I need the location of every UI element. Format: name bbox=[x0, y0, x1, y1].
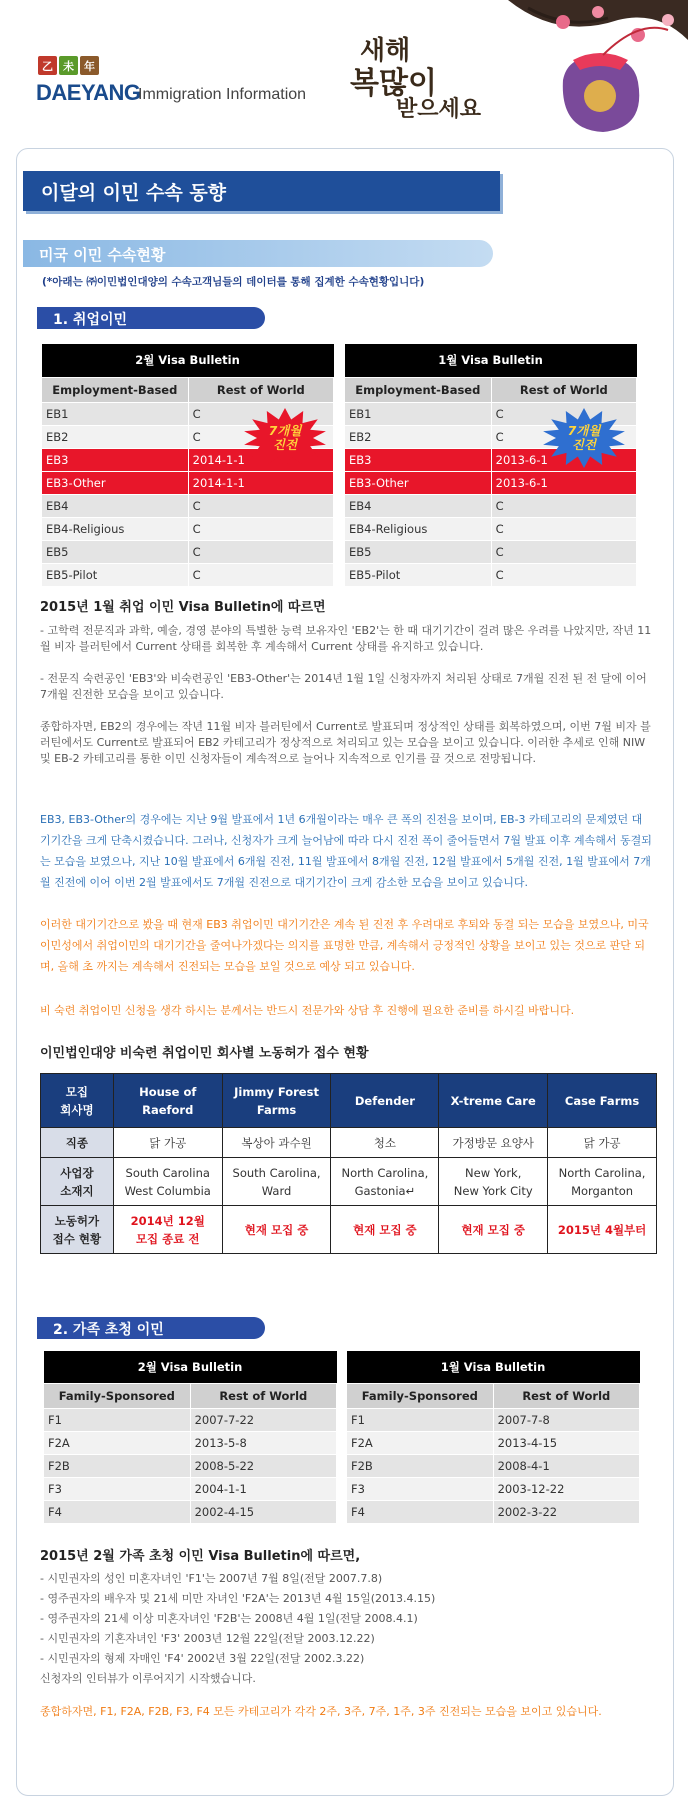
table-row bbox=[345, 563, 637, 586]
employment-paragraph-blue: EB3, EB3-Other의 경우에는 지난 9월 발표에서 1년 6개월이라는 매우 큰 폭의 진전을 보이며, EB-3 카테고리의 문제였던 대기기간을 크게 단축시켰습니다. 그러나, 신청자가 크게 늘어남에 따라 다시 진전 폭이 줄어들면서 7월 발표 이후 계속해서 동결되는 모습을 보였으나, 지난 10월 발표에서 6개월 진전, 11월 발표에서 8개월 진전, 12월 발표에서 5개월 진전, 1월 발표에서 7개월 진전에 이어 이번 2월 발표에서도 7개월 진전으로 대기기간이 크게 감소한 모습을 보이고 있습니다. bbox=[40, 813, 652, 889]
company-name-line: Raeford bbox=[142, 1102, 194, 1117]
date-cell: 2008-4-1 bbox=[493, 1454, 639, 1477]
column-header: Employment-Based bbox=[345, 377, 492, 402]
category-cell: EB4-Religious bbox=[345, 517, 492, 540]
status-cell bbox=[548, 1206, 657, 1254]
column-header: Rest of World bbox=[188, 377, 333, 402]
family-summary-line: - 시민권자의 성인 미혼자녀인 'F1'는 2007년 7월 8일(전달 2007.7.8) bbox=[40, 1572, 383, 1585]
category-cell: EB5 bbox=[42, 540, 189, 563]
company-name-line: X-treme Care bbox=[450, 1093, 536, 1108]
brand-logo[interactable]: DAEYANG bbox=[36, 80, 141, 105]
location-line: Morganton bbox=[571, 1183, 634, 1198]
greeting-line: 복많이 bbox=[350, 66, 437, 101]
greeting-line: 새해 bbox=[360, 36, 411, 66]
job-type-cell: 복상아 과수원 bbox=[222, 1128, 331, 1158]
category-cell: EB2 bbox=[345, 425, 492, 448]
greeting-line: 받으세요 bbox=[396, 96, 482, 122]
employment-summary-title: 2015년 1월 취업 이민 Visa Bulletin에 따르면 bbox=[40, 600, 326, 615]
table-title: 1월 Visa Bulletin bbox=[347, 1351, 640, 1383]
status-line: 현재 모집 중 bbox=[353, 1222, 417, 1237]
logo-badge: 乙 bbox=[38, 56, 57, 75]
job-type-cell: 청소 bbox=[331, 1128, 439, 1158]
family-conclusion: 종합하자면, F1, F2A, F2B, F3, F4 모든 카테고리가 각각 2주, 3주, 7주, 1주, 3주 진전되는 모습을 보이고 있습니다. bbox=[40, 1705, 602, 1718]
status-cell bbox=[222, 1206, 331, 1254]
date-cell: C bbox=[491, 563, 636, 586]
table-row bbox=[44, 1431, 337, 1454]
location-line: South Carolina bbox=[125, 1165, 210, 1180]
employment-paragraph: 종합하자면, EB2의 경우에는 작년 11월 비자 블러틴에서 Current로 발표되며 정상적인 상태를 회복하였으며, 이번 7월 비자 블러틴에서도 Current로 발표되어 EB2 카테고리가 정상적으로 처리되고 있는 모습을 보이고 있습니다. 이러한 추세로 인해 NIW 및 EB-2 카테고리를 통한 이민 신청자들이 계속적으로 늘어나 지속적으로 인기를 끌 것으로 전망됩니다. bbox=[40, 720, 651, 765]
column-header: Family-Sponsored bbox=[347, 1383, 494, 1408]
page-title: 이달의 이민 수속 동향 bbox=[41, 182, 227, 204]
company-name-cell bbox=[548, 1074, 657, 1128]
location-cell bbox=[548, 1158, 657, 1206]
employment-heading: 1. 취업이민 bbox=[37, 307, 265, 329]
company-name-line: Case Farms bbox=[564, 1093, 640, 1108]
category-cell: EB1 bbox=[345, 402, 492, 425]
row-label-job bbox=[41, 1128, 114, 1158]
table-row bbox=[42, 517, 334, 540]
row-label-status bbox=[41, 1206, 114, 1254]
location-cell bbox=[439, 1158, 548, 1206]
company-name-cell bbox=[222, 1074, 331, 1128]
section-title: 미국 이민 수속현황 bbox=[39, 246, 166, 264]
category-cell: EB3-Other bbox=[345, 471, 492, 494]
burst-text bbox=[242, 424, 328, 452]
job-type-cell: 닭 가공 bbox=[548, 1128, 657, 1158]
labor-cert-title: 이민법인대양 비숙련 취업이민 회사별 노동허가 접수 현황 bbox=[40, 1046, 369, 1061]
date-cell: C bbox=[491, 425, 636, 448]
table-title: 2월 Visa Bulletin bbox=[42, 344, 334, 377]
date-cell: 2007-7-8 bbox=[493, 1408, 639, 1431]
column-header: Rest of World bbox=[491, 377, 636, 402]
family-summary-line: - 시민권자의 기혼자녀인 'F3' 2003년 12월 22일(전달 2003.12.22) bbox=[40, 1632, 375, 1645]
family-summary-line: 신청자의 인터뷰가 이루어지기 시작했습니다. bbox=[40, 1672, 256, 1685]
logo-badges bbox=[38, 56, 99, 75]
location-line: New York, bbox=[465, 1165, 522, 1180]
category-cell: EB3 bbox=[42, 448, 189, 471]
date-cell: 2007-7-22 bbox=[190, 1408, 336, 1431]
table-row bbox=[345, 494, 637, 517]
table-row bbox=[345, 517, 637, 540]
burst-line: 7개월 bbox=[268, 423, 302, 438]
date-cell: 2013-6-1 bbox=[491, 448, 636, 471]
date-cell: 2002-4-15 bbox=[190, 1500, 336, 1523]
date-cell: 2008-5-22 bbox=[190, 1454, 336, 1477]
location-cell bbox=[331, 1158, 439, 1206]
date-cell: C bbox=[188, 402, 333, 425]
progress-burst-blue bbox=[541, 407, 627, 469]
category-cell: EB1 bbox=[42, 402, 189, 425]
company-name-line: Defender bbox=[354, 1093, 415, 1108]
date-cell: C bbox=[491, 402, 636, 425]
company-name-cell bbox=[113, 1074, 222, 1128]
date-cell: C bbox=[491, 517, 636, 540]
employment-paragraph: - 고학력 전문직과 과학, 예술, 경영 분야의 특별한 능력 보유자인 'EB2'는 한 때 대기기간이 걸려 많은 우려를 나았지만, 작년 11월 비자 블러틴에서 Current 상태를 회복한 후 계속해서 Current 상태를 유지하고 있습니다. bbox=[40, 624, 652, 653]
date-cell: 2014-1-1 bbox=[188, 448, 333, 471]
column-header: Rest of World bbox=[190, 1383, 336, 1408]
column-header: Rest of World bbox=[493, 1383, 639, 1408]
category-cell: EB5-Pilot bbox=[42, 563, 189, 586]
location-line: New York City bbox=[453, 1183, 533, 1198]
date-cell: C bbox=[188, 540, 333, 563]
date-cell: C bbox=[188, 425, 333, 448]
location-line: South Carolina, bbox=[232, 1165, 321, 1180]
company-name-line: Jimmy Forest bbox=[234, 1084, 319, 1099]
brand-subtitle: Immigration Information bbox=[138, 86, 307, 103]
row-label-line: 노동허가 bbox=[54, 1213, 100, 1228]
location-line: North Carolina, bbox=[558, 1165, 646, 1180]
table-row bbox=[347, 1500, 640, 1523]
location-line: North Carolina, bbox=[341, 1165, 429, 1180]
category-cell: F4 bbox=[347, 1500, 494, 1523]
location-line: Ward bbox=[261, 1183, 292, 1198]
employment-paragraph: - 전문직 숙련공인 'EB3'와 비숙련공인 'EB3-Other'는 2014년 1월 1일 신청자까지 처리된 상태로 7개월 진전 된 전 달에 이어 7개월 진전한 모습을 보이고 있습니다. bbox=[40, 672, 647, 701]
labor-cert-table bbox=[40, 1073, 657, 1254]
burst-line: 7개월 bbox=[567, 423, 601, 438]
employment-paragraph-orange: 이러한 대기기간으로 봤을 때 현재 EB3 취업이민 대기기간은 계속 된 진전 후 우려대로 후퇴와 동결 되는 모습을 보였으나, 미국 이민성에서 취업이민의 대기기간을 줄여나가겠다는 의지를 표명한 만큼, 계속해서 긍정적인 상황을 보이고 있는 것으로 판단 되며, 올해 초 까지는 계속해서 진전되는 모습을 보일 것으로 예상 되고 있습니다. bbox=[40, 918, 649, 973]
progress-burst-red bbox=[242, 407, 328, 469]
category-cell: EB5-Pilot bbox=[345, 563, 492, 586]
status-line: 현재 모집 중 bbox=[461, 1222, 525, 1237]
company-name-line: Farms bbox=[256, 1102, 297, 1117]
category-cell: F3 bbox=[347, 1477, 494, 1500]
table-title: 1월 Visa Bulletin bbox=[345, 344, 637, 377]
table-row bbox=[44, 1500, 337, 1523]
logo-badge: 年 bbox=[80, 56, 99, 75]
table-row bbox=[347, 1431, 640, 1454]
category-cell: EB3-Other bbox=[42, 471, 189, 494]
row-label-line: 접수 현황 bbox=[52, 1231, 102, 1246]
family-bulletin-table-feb bbox=[43, 1351, 337, 1524]
category-cell: F4 bbox=[44, 1500, 191, 1523]
category-cell: EB3 bbox=[345, 448, 492, 471]
header bbox=[0, 0, 688, 150]
company-name-cell bbox=[331, 1074, 439, 1128]
date-cell: 2004-1-1 bbox=[190, 1477, 336, 1500]
category-cell: F1 bbox=[347, 1408, 494, 1431]
location-line: West Columbia bbox=[124, 1183, 211, 1198]
location-line: Gastonia↵ bbox=[354, 1183, 416, 1198]
burst-text bbox=[541, 424, 627, 452]
header-label-line: 모집 bbox=[65, 1084, 89, 1099]
company-name-cell bbox=[439, 1074, 548, 1128]
family-summary-line: - 시민권자의 형제 자매인 'F4' 2002년 3월 22일(전달 2002.3.22) bbox=[40, 1652, 365, 1665]
row-label-line: 사업장 bbox=[60, 1165, 94, 1180]
category-cell: F1 bbox=[44, 1408, 191, 1431]
company-name-line: House of bbox=[139, 1084, 197, 1099]
table-row bbox=[42, 540, 334, 563]
date-cell: C bbox=[491, 540, 636, 563]
category-cell: EB2 bbox=[42, 425, 189, 448]
status-line: 현재 모집 중 bbox=[244, 1222, 309, 1237]
table-row bbox=[347, 1408, 640, 1431]
page-title-bar bbox=[23, 171, 500, 211]
burst-line: 진전 bbox=[272, 437, 298, 452]
family-summary-line: - 영주권자의 배우자 및 21세 미만 자녀인 'F2A'는 2013년 4월 15일(2013.4.15) bbox=[40, 1592, 436, 1605]
table-row bbox=[347, 1454, 640, 1477]
column-header: Family-Sponsored bbox=[44, 1383, 191, 1408]
category-cell: EB4-Religious bbox=[42, 517, 189, 540]
location-cell bbox=[222, 1158, 331, 1206]
category-cell: F2B bbox=[347, 1454, 494, 1477]
date-cell: 2003-12-22 bbox=[493, 1477, 639, 1500]
date-cell: 2013-4-15 bbox=[493, 1431, 639, 1454]
date-cell: 2014-1-1 bbox=[188, 471, 333, 494]
section-title-bar bbox=[23, 240, 493, 267]
family-heading: 2. 가족 초청 이민 bbox=[37, 1317, 265, 1339]
date-cell: C bbox=[188, 494, 333, 517]
table-row bbox=[42, 563, 334, 586]
burst-line: 진전 bbox=[571, 437, 597, 452]
status-cell bbox=[439, 1206, 548, 1254]
header-label-cell bbox=[41, 1074, 114, 1128]
job-type-cell: 가정방문 요양사 bbox=[439, 1128, 548, 1158]
family-summary-title: 2015년 2월 가족 초청 이민 Visa Bulletin에 따르면, bbox=[40, 1549, 361, 1564]
table-row bbox=[44, 1408, 337, 1431]
family-summary-line: - 영주권자의 21세 이상 미혼자녀인 'F2B'는 2008년 4월 1일(전달 2008.4.1) bbox=[40, 1612, 418, 1625]
job-type-cell: 닭 가공 bbox=[113, 1128, 222, 1158]
row-label-line: 소재지 bbox=[60, 1183, 94, 1198]
category-cell: EB4 bbox=[42, 494, 189, 517]
table-row bbox=[347, 1477, 640, 1500]
family-summary-lines bbox=[40, 1569, 652, 1689]
table-row bbox=[345, 540, 637, 563]
date-cell: 2002-3-22 bbox=[493, 1500, 639, 1523]
table-row bbox=[44, 1477, 337, 1500]
table-row bbox=[345, 471, 637, 494]
status-line: 2014년 12월 bbox=[130, 1213, 205, 1228]
table-row bbox=[42, 494, 334, 517]
logo-badge: 未 bbox=[59, 56, 78, 75]
table-title: 2월 Visa Bulletin bbox=[44, 1351, 337, 1383]
date-cell: C bbox=[491, 494, 636, 517]
category-cell: F3 bbox=[44, 1477, 191, 1500]
category-cell: EB5 bbox=[345, 540, 492, 563]
category-cell: F2A bbox=[347, 1431, 494, 1454]
date-cell: C bbox=[188, 517, 333, 540]
location-cell bbox=[113, 1158, 222, 1206]
date-cell: 2013-5-8 bbox=[190, 1431, 336, 1454]
table-row bbox=[44, 1454, 337, 1477]
category-cell: F2B bbox=[44, 1454, 191, 1477]
table-row bbox=[42, 471, 334, 494]
status-line: 2015년 4월부터 bbox=[557, 1222, 647, 1237]
status-line: 모집 종료 전 bbox=[135, 1231, 200, 1246]
status-cell bbox=[331, 1206, 439, 1254]
date-cell: C bbox=[188, 563, 333, 586]
status-cell bbox=[113, 1206, 222, 1254]
header-label-line: 회사명 bbox=[60, 1102, 94, 1117]
date-cell: 2013-6-1 bbox=[491, 471, 636, 494]
employment-advice: 비 숙련 취업이민 신청을 생각 하시는 분께서는 반드시 전문가와 상담 후 진행에 필요한 준비를 하시길 바랍니다. bbox=[40, 1004, 575, 1017]
category-cell: EB4 bbox=[345, 494, 492, 517]
row-label-line: 직종 bbox=[65, 1135, 89, 1150]
data-source-note: (*아래는 ㈜이민법인대양의 수속고객님들의 데이터를 통해 집계한 수속현황입니다) bbox=[42, 276, 425, 288]
family-bulletin-table-jan bbox=[346, 1351, 640, 1524]
row-label-location bbox=[41, 1158, 114, 1206]
column-header: Employment-Based bbox=[42, 377, 189, 402]
category-cell: F2A bbox=[44, 1431, 191, 1454]
lucky-bag-illustration bbox=[468, 0, 688, 150]
